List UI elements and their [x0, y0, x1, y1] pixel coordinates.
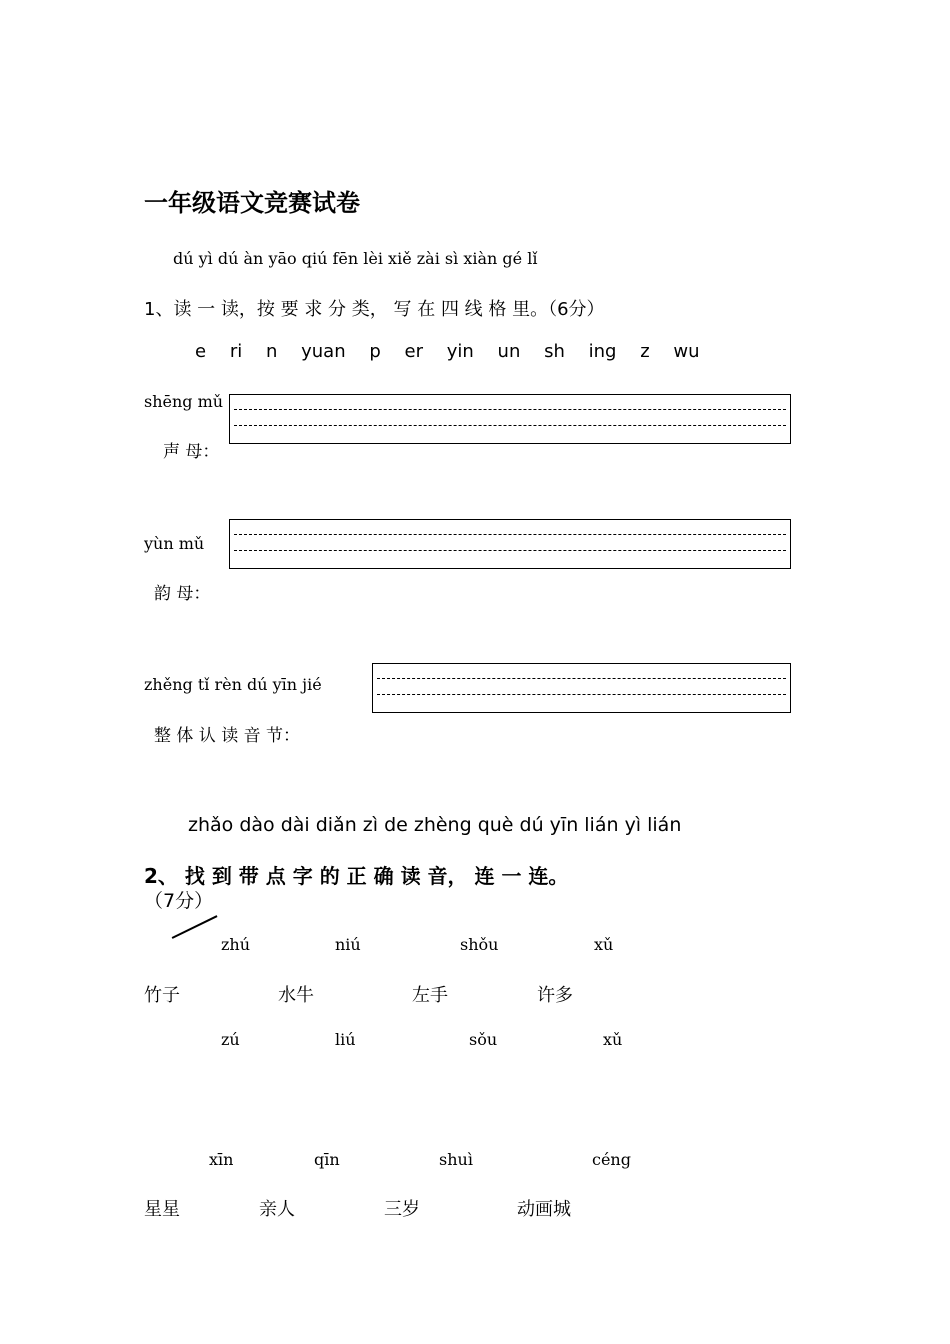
pinyin-option[interactable]: liú: [335, 1030, 356, 1049]
q1-letter-list: [195, 341, 718, 362]
word-item[interactable]: 水牛: [278, 985, 314, 1006]
letter-item: e: [195, 341, 207, 362]
pinyin-option[interactable]: xǔ: [603, 1030, 623, 1049]
pinyin-option[interactable]: xīn: [209, 1150, 234, 1169]
pinyin-option[interactable]: céng: [592, 1150, 631, 1169]
letter-item: z: [640, 341, 650, 362]
q1-text: 1、读 一 读，按 要 求 分 类， 写 在 四 线 格 里。（6分）: [144, 299, 605, 320]
pinyin-option[interactable]: zú: [221, 1030, 240, 1049]
q2-score: （7分）: [144, 890, 214, 912]
letter-item: wu: [673, 341, 700, 362]
letter-item: yin: [446, 341, 474, 362]
word-item[interactable]: 星星: [144, 1199, 180, 1220]
pinyin-option[interactable]: shǒu: [460, 935, 499, 954]
q2-text: 2、 找 到 带 点 字 的 正 确 读 音， 连 一 连。: [144, 864, 569, 888]
grid-line: [234, 409, 786, 410]
letter-item: p: [369, 341, 381, 362]
shengmu-label: 声 母：: [163, 442, 220, 462]
word-item[interactable]: 三岁: [384, 1199, 420, 1220]
letter-item: er: [404, 341, 423, 362]
pinyin-option[interactable]: qīn: [314, 1150, 340, 1169]
word-item[interactable]: 许多: [537, 985, 573, 1006]
letter-item: ri: [229, 341, 243, 362]
letter-item: ing: [588, 341, 617, 362]
shengmu-pinyin: shēng mǔ: [144, 392, 224, 411]
pinyin-option[interactable]: niú: [335, 935, 361, 954]
q1-pinyin: dú yì dú àn yāo qiú fēn lèi xiě zài sì xiàn gé lǐ: [173, 249, 538, 268]
pinyin-option[interactable]: zhú: [221, 935, 251, 954]
zhengti-writing-grid[interactable]: [372, 663, 791, 713]
letter-item: n: [265, 341, 278, 362]
letter-item: sh: [544, 341, 565, 362]
word-item[interactable]: 左手: [412, 985, 448, 1006]
pinyin-option[interactable]: shuì: [439, 1150, 473, 1169]
word-item[interactable]: 动画城: [517, 1199, 571, 1220]
word-item[interactable]: 亲人: [259, 1199, 295, 1220]
grid-line: [377, 678, 786, 679]
q2-pinyin: zhǎo dào dài diǎn zì de zhèng què dú yīn lián yì lián: [188, 814, 682, 836]
grid-line: [377, 694, 786, 695]
grid-line: [234, 550, 786, 551]
letter-item: yuan: [301, 341, 346, 362]
yunmu-writing-grid[interactable]: [229, 519, 791, 569]
grid-line: [234, 425, 786, 426]
zhengti-label: 整 体 认 读 音 节：: [154, 726, 301, 746]
connection-line: [172, 915, 218, 938]
pinyin-option[interactable]: sǒu: [469, 1030, 498, 1049]
pinyin-option[interactable]: xǔ: [594, 935, 614, 954]
yunmu-pinyin: yùn mǔ: [144, 534, 205, 553]
zhengti-pinyin: zhěng tǐ rèn dú yīn jié: [144, 675, 322, 694]
letter-item: un: [497, 341, 521, 362]
page-title: 一年级语文竞赛试卷: [144, 189, 360, 217]
word-item[interactable]: 竹子: [144, 985, 180, 1006]
grid-line: [234, 534, 786, 535]
yunmu-label: 韵 母：: [154, 584, 211, 604]
shengmu-writing-grid[interactable]: [229, 394, 791, 444]
